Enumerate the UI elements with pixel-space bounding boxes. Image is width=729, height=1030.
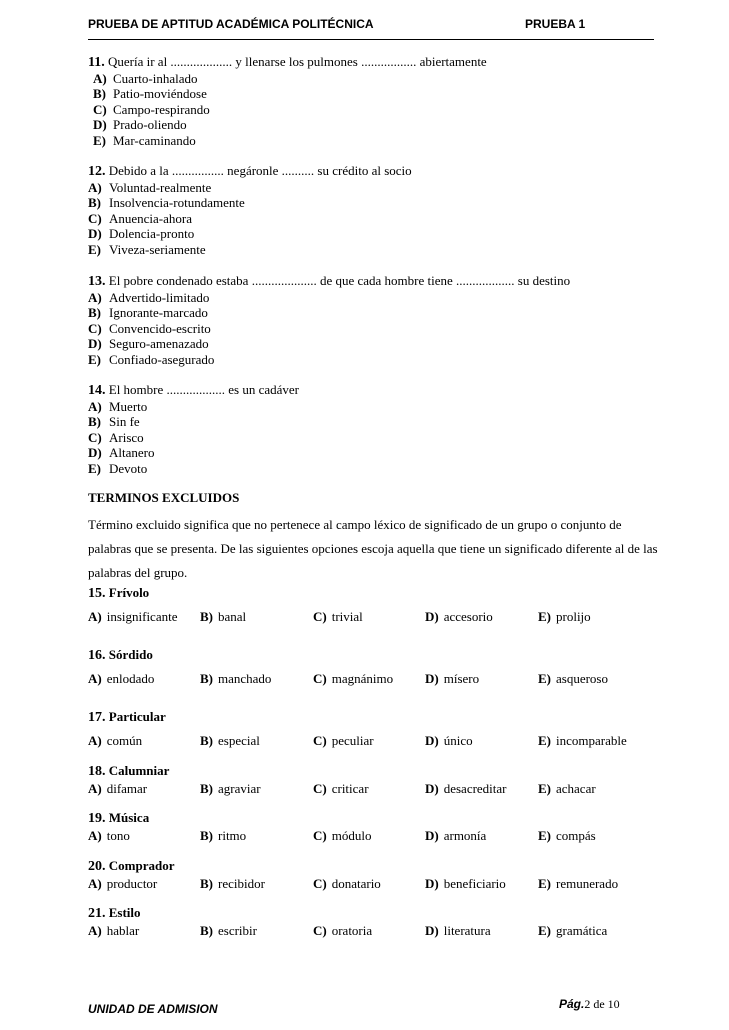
option-b: B) Sin fe xyxy=(88,414,140,429)
excluded-word: 20. Comprador xyxy=(88,858,175,874)
option-a: A) tono xyxy=(88,828,130,843)
option-d: D) Prado-oliendo xyxy=(93,117,187,132)
options-row xyxy=(88,923,658,939)
page-number: Pág.2 de 10 xyxy=(559,997,620,1011)
option-a: A) enlodado xyxy=(88,671,155,686)
option-e: E) remunerado xyxy=(538,876,619,891)
excluded-21 xyxy=(88,905,658,939)
option-d: D) mísero xyxy=(425,671,480,686)
option-c: C) oratoria xyxy=(313,923,373,938)
option-c: C) trivial xyxy=(313,609,363,624)
excluded-18 xyxy=(88,763,658,797)
excluded-19 xyxy=(88,810,658,844)
section-title: TERMINOS EXCLUIDOS xyxy=(88,490,240,505)
option-a: A) Voluntad-realmente xyxy=(88,179,212,195)
option-a: A) Advertido-limitado xyxy=(88,289,210,305)
option-a: A) hablar xyxy=(88,923,140,938)
option-c: C) Arisco xyxy=(88,429,144,445)
option-e: E) prolijo xyxy=(538,609,591,624)
section-instructions: Término excluido significa que no pertenece al campo léxico de significado de un grupo o conjunto de palabras que se presenta. De las siguientes opciones escoja aquella que tiene un significado diferente al de las palabras del grupo. xyxy=(88,517,658,580)
excluded-16 xyxy=(88,647,658,687)
option-a: A) productor xyxy=(88,876,158,891)
options-row xyxy=(88,828,658,844)
option-b: B) Ignorante-marcado xyxy=(88,305,208,320)
option-c: C) donatario xyxy=(313,876,381,891)
option-b: B) banal xyxy=(200,609,247,624)
question-text: El pobre condenado estaba .................... de que cada hombre tiene .................. su destino xyxy=(108,273,571,288)
question-number: 12. xyxy=(88,164,106,179)
option-b: B) recibidor xyxy=(200,876,265,891)
option-c: C) Anuencia-ahora xyxy=(88,210,193,226)
option-e: E) achacar xyxy=(538,781,596,796)
option-d: D) armonía xyxy=(425,828,487,843)
option-e: E) Mar-caminando xyxy=(93,132,196,148)
options-row xyxy=(88,733,658,749)
question-stem xyxy=(88,54,487,71)
option-d: D) Dolencia-pronto xyxy=(88,226,195,241)
option-d: D) Altanero xyxy=(88,445,155,460)
option-b: B) especial xyxy=(200,733,260,748)
question-stem xyxy=(88,273,570,290)
option-d: D) literatura xyxy=(425,923,491,938)
option-e: E) gramática xyxy=(538,923,608,938)
excluded-word: 17. Particular xyxy=(88,709,166,725)
option-b: B) agraviar xyxy=(200,781,261,796)
option-d: D) único xyxy=(425,733,473,748)
option-a: A) insignificante xyxy=(88,609,178,624)
option-b: B) escribir xyxy=(200,923,257,938)
option-a: A) Muerto xyxy=(88,398,148,414)
option-b: B) manchado xyxy=(200,671,272,686)
question-text: El hombre .................. es un cadáver xyxy=(108,382,300,397)
excluded-20 xyxy=(88,858,658,892)
options-row xyxy=(88,671,658,687)
question-11 xyxy=(88,54,487,148)
option-e: E) compás xyxy=(538,828,596,843)
question-stem xyxy=(88,382,299,399)
excluded-17 xyxy=(88,709,658,749)
option-c: C) Campo-respirando xyxy=(93,101,210,117)
option-e: E) asqueroso xyxy=(538,671,608,686)
exam-title: PRUEBA DE APTITUD ACADÉMICA POLITÉCNICA xyxy=(88,17,374,31)
option-e: E) Confiado-asegurado xyxy=(88,351,215,367)
question-number: 14. xyxy=(88,383,106,398)
excluded-word: 21. Estilo xyxy=(88,905,141,921)
option-c: C) criticar xyxy=(313,781,369,796)
excluded-word: 18. Calumniar xyxy=(88,763,170,779)
options-row xyxy=(88,876,658,892)
option-d: D) beneficiario xyxy=(425,876,506,891)
question-number: 13. xyxy=(88,274,106,289)
question-text: Quería ir al ................... y llenarse los pulmones ................. abiertamente xyxy=(107,54,487,69)
option-d: D) accesorio xyxy=(425,609,493,624)
question-14 xyxy=(88,382,299,476)
question-13 xyxy=(88,273,570,367)
test-label: PRUEBA 1 xyxy=(525,17,586,31)
option-b: B) Patio-moviéndose xyxy=(93,86,207,101)
question-text: Debido a la ................ negáronle .......... su crédito al socio xyxy=(108,163,412,178)
excluded-15 xyxy=(88,585,658,625)
question-12 xyxy=(88,163,412,257)
option-a: A) difamar xyxy=(88,781,148,796)
option-c: C) módulo xyxy=(313,828,372,843)
footer-admission: UNIDAD DE ADMISION xyxy=(88,1002,218,1016)
option-c: C) magnánimo xyxy=(313,671,394,686)
option-e: E) incomparable xyxy=(538,733,627,748)
option-e: E) Viveza-seriamente xyxy=(88,241,206,257)
option-a: A) común xyxy=(88,733,143,748)
excluded-word: 16. Sórdido xyxy=(88,647,153,663)
option-d: D) desacreditar xyxy=(425,781,507,796)
options-row xyxy=(88,609,658,625)
option-c: C) Convencido-escrito xyxy=(88,320,211,336)
option-e: E) Devoto xyxy=(88,460,148,476)
excluded-word: 19. Música xyxy=(88,810,150,826)
page-header xyxy=(88,15,654,40)
option-a: A) Cuarto-inhalado xyxy=(93,70,198,86)
option-b: B) Insolvencia-rotundamente xyxy=(88,195,245,210)
option-c: C) peculiar xyxy=(313,733,374,748)
options-row xyxy=(88,781,658,797)
question-number: 11. xyxy=(88,55,105,70)
option-b: B) ritmo xyxy=(200,828,247,843)
excluded-word: 15. Frívolo xyxy=(88,585,150,601)
question-stem xyxy=(88,163,412,180)
option-d: D) Seguro-amenazado xyxy=(88,336,209,351)
